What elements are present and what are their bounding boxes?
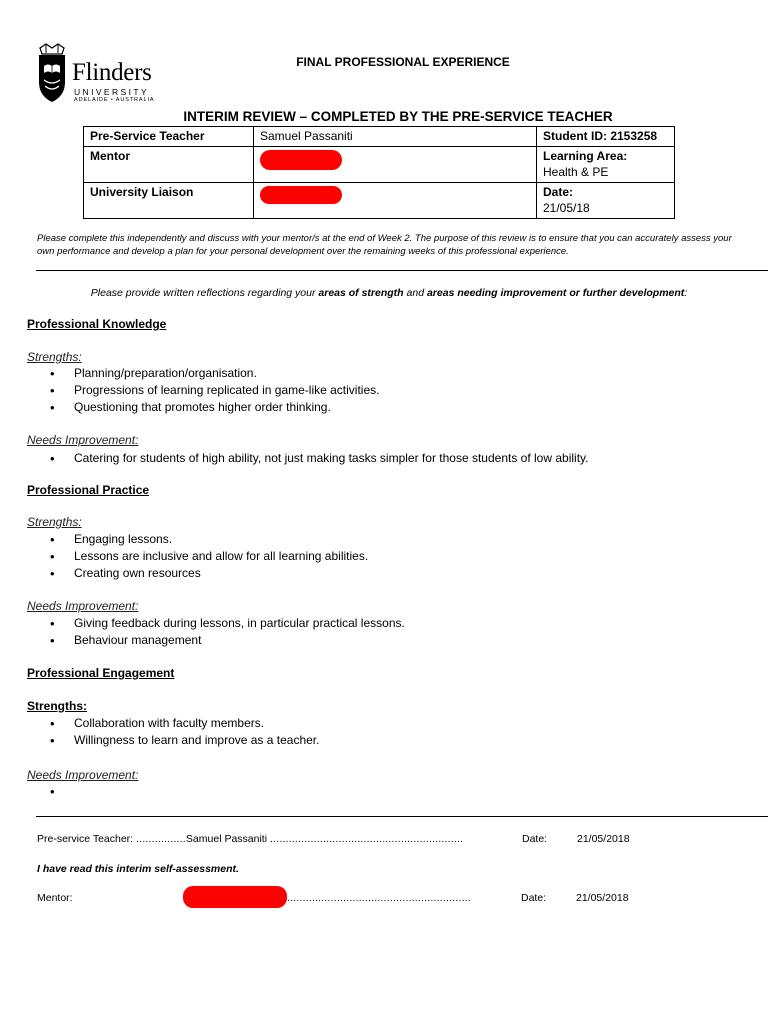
document-title: INTERIM REVIEW – COMPLETED BY THE PRE-SERVICE TEACHER [183, 109, 613, 124]
list-item: • Engaging lessons. [50, 531, 368, 548]
strengths-list [50, 365, 379, 416]
needs-list [50, 450, 588, 467]
list-item: • Giving feedback during lessons, in particular practical lessons. [50, 615, 405, 632]
mentor-signature-label: Mentor: [37, 892, 73, 904]
learning-area-cell [537, 147, 675, 183]
reflection-prompt: Please provide written reflections regarding your areas of strength and areas needing improvement or further development: [90, 287, 688, 299]
list-item: • Lessons are inclusive and allow for all learning abilities. [50, 548, 368, 565]
student-id: Student ID: 2153258 [537, 127, 675, 147]
info-table [83, 126, 675, 219]
flinders-logo [34, 42, 166, 104]
list-item: • Behaviour management [50, 632, 405, 649]
date-cell [537, 183, 675, 219]
list-item: • Questioning that promotes higher order thinking. [50, 399, 379, 416]
teacher-signature-line: Pre-service Teacher: ................Samuel Passaniti .............................................................. [37, 833, 464, 845]
pre-service-teacher-label: Pre-Service Teacher [84, 127, 254, 147]
teacher-date-label: Date: [522, 833, 548, 845]
mentor-date: 21/05/2018 [576, 892, 629, 904]
list-item: • Willingness to learn and improve as a teacher. [50, 732, 319, 749]
divider [36, 816, 768, 817]
date-label: Date: [543, 185, 574, 199]
divider [36, 270, 768, 271]
needs-improvement-label: Needs Improvement: [27, 768, 139, 782]
university-liaison-value-cell [254, 183, 537, 219]
list-item: • Catering for students of high ability, not just making tasks simpler for those students of low ability. [50, 450, 588, 467]
needs-improvement-label: Needs Improvement: [27, 599, 139, 613]
section-heading-professional-practice: Professional Practice [27, 483, 150, 497]
logo-name: Flinders [72, 59, 152, 86]
assessment-statement: I have read this interim self-assessment. [37, 863, 239, 875]
learning-area-label: Learning Area: [543, 149, 628, 163]
prompt-strength: areas of strength [318, 287, 404, 299]
document-header: FINAL PROFESSIONAL EXPERIENCE [296, 55, 510, 69]
learning-area-value: Health & PE [543, 165, 609, 179]
needs-improvement-label: Needs Improvement: [27, 433, 139, 447]
redaction-mark [260, 186, 342, 204]
mentor-signature-dots: ........................................................... [287, 892, 471, 904]
list-item: • Creating own resources [50, 565, 368, 582]
list-item: • Progressions of learning replicated in game-like activities. [50, 382, 379, 399]
teacher-date: 21/05/2018 [577, 833, 630, 845]
mentor-label: Mentor [84, 147, 254, 183]
table-row [84, 127, 675, 147]
mentor-value-cell [254, 147, 537, 183]
strengths-label: Strengths: [27, 515, 82, 529]
table-row [84, 147, 675, 183]
instructions: Please complete this independently and discuss with your mentor/s at the end of Week 2. The purpose of this review is to ensure that you can accurately assess your own performance and develop a plan for your personal development over the remaining weeks of this professional experience. [37, 233, 732, 257]
section-heading-professional-engagement: Professional Engagement [27, 666, 175, 680]
strengths-list [50, 531, 368, 582]
strengths-label: Strengths: [27, 350, 82, 364]
strengths-list [50, 715, 319, 749]
logo-university: UNIVERSITY [74, 87, 150, 97]
date-value: 21/05/18 [543, 201, 590, 215]
logo-location: ADELAIDE • AUSTRALIA [74, 97, 155, 103]
needs-list [50, 615, 405, 649]
university-liaison-label: University Liaison [84, 183, 254, 219]
table-row [84, 183, 675, 219]
redaction-mark [260, 150, 342, 170]
shield-crest-icon [34, 42, 68, 104]
redaction-mark [183, 886, 287, 908]
strengths-label: Strengths: [27, 699, 87, 713]
teacher-label: Pre-service Teacher: [37, 833, 134, 845]
mentor-date-label: Date: [521, 892, 547, 904]
section-heading-professional-knowledge: Professional Knowledge [27, 317, 167, 331]
prompt-improve: areas needing improvement or further development [426, 287, 685, 299]
teacher-name: Samuel Passaniti [185, 833, 268, 845]
pre-service-teacher-value: Samuel Passaniti [254, 127, 537, 147]
list-item: • Collaboration with faculty members. [50, 715, 319, 732]
list-item: • Planning/preparation/organisation. [50, 365, 379, 382]
